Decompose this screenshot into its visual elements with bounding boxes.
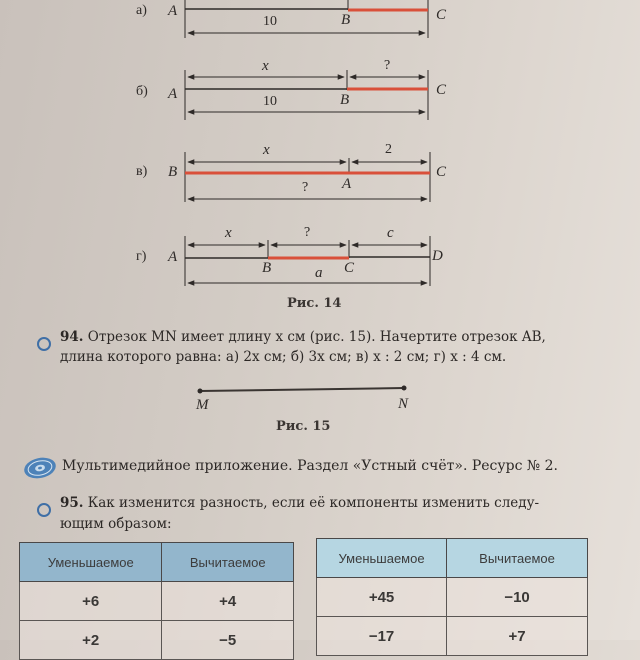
- length-label: a: [315, 265, 323, 281]
- column-header: Уменьшаемое: [20, 543, 162, 582]
- exercise-number: 94.: [60, 329, 84, 345]
- exercise-95-line1: 95. Как изменится разность, если её компоненты изменить следу-: [60, 495, 540, 511]
- part-a-label: а): [136, 3, 147, 18]
- point-label: M: [196, 397, 209, 413]
- point-label: B: [262, 260, 272, 276]
- column-header: Вычитаемое: [162, 543, 294, 582]
- point-label: C: [344, 260, 355, 276]
- table-cell: −10: [447, 578, 588, 617]
- table-cell: −5: [162, 621, 294, 660]
- difference-table-1: [19, 542, 294, 660]
- table-cell: +2: [20, 621, 162, 660]
- point-label: B: [340, 92, 350, 108]
- point-label: D: [432, 248, 443, 264]
- point-label: C: [436, 82, 447, 98]
- length-label: x: [262, 58, 269, 74]
- length-label: ?: [384, 58, 391, 73]
- length-label: x: [225, 225, 232, 241]
- part-c-label: в): [136, 164, 148, 179]
- table-cell: +45: [317, 578, 447, 617]
- table-cell: +6: [20, 582, 162, 621]
- difference-table-2: [316, 538, 588, 656]
- part-d-label: г): [136, 249, 147, 264]
- table-cell: −17: [317, 617, 447, 656]
- point-label: B: [168, 164, 178, 180]
- bullet-circle-icon: [37, 503, 51, 517]
- table-row: [317, 578, 588, 617]
- point-label: C: [436, 7, 447, 23]
- table-row: [317, 617, 588, 656]
- length-label: ?: [304, 225, 311, 240]
- point-label: A: [168, 3, 178, 19]
- exercise-95-line2: ющим образом:: [60, 516, 172, 532]
- point-label: A: [168, 86, 178, 102]
- length-label: c: [387, 225, 394, 241]
- point-label: B: [341, 12, 351, 28]
- table-cell: +4: [162, 582, 294, 621]
- multimedia-link[interactable]: Мультимедийное приложение. Раздел «Устный счёт». Ресурс № 2.: [62, 458, 558, 474]
- length-label: 2: [385, 142, 392, 157]
- part-b-label: б): [136, 84, 148, 99]
- point-label: A: [168, 249, 178, 265]
- length-label: 10: [263, 14, 277, 29]
- length-label: ?: [302, 180, 309, 195]
- length-label: x: [263, 142, 270, 158]
- figure-14-caption: Рис. 14: [287, 296, 342, 311]
- bullet-circle-icon: [37, 337, 51, 351]
- exercise-94-line1: 94. Отрезок MN имеет длину x см (рис. 15). Начертите отрезок AB,: [60, 329, 546, 345]
- point-label: N: [398, 396, 409, 412]
- column-header: Уменьшаемое: [317, 539, 447, 578]
- table-cell: +7: [447, 617, 588, 656]
- table-row: [20, 582, 294, 621]
- point-label: C: [436, 164, 447, 180]
- column-header: Вычитаемое: [447, 539, 588, 578]
- table-row: [20, 621, 294, 660]
- exercise-94-line2: длина которого равна: а) 2x см; б) 3x см; в) x : 2 см; г) x : 4 см.: [60, 349, 507, 365]
- figure-15-caption: Рис. 15: [276, 419, 331, 434]
- length-label: 10: [263, 94, 277, 109]
- point-label: A: [342, 176, 352, 192]
- exercise-number: 95.: [60, 495, 84, 511]
